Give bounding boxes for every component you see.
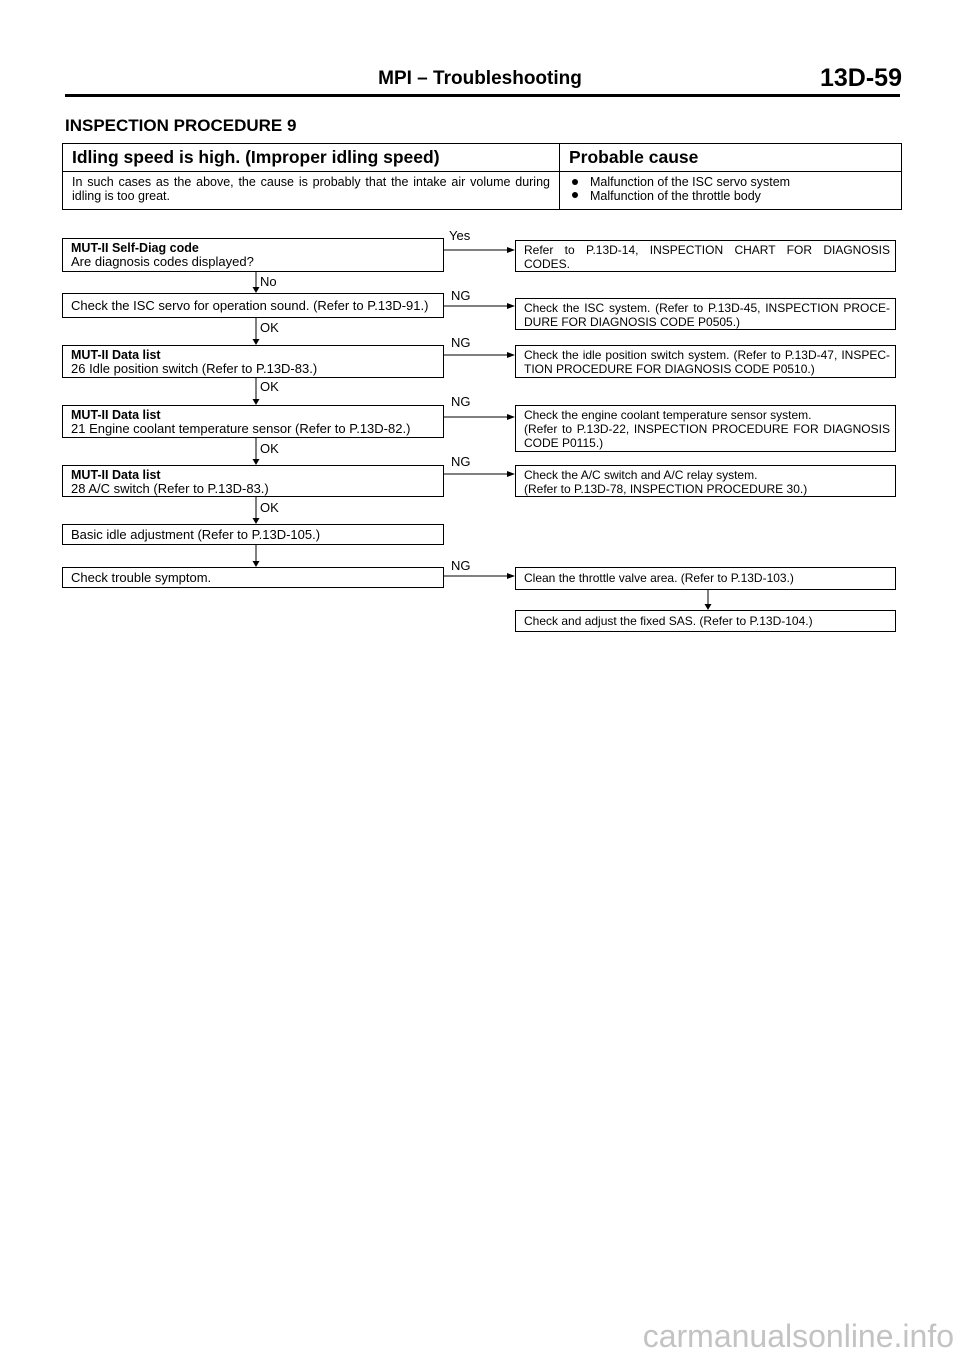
symptom-cause-table [62, 143, 902, 210]
symptom-heading: Idling speed is high. (Improper idling speed) [63, 144, 560, 172]
check-text: Check the ISC servo for operation sound. (Refer to P.13D-91.) [71, 298, 429, 313]
action-box-adjust-fixed-sas [515, 610, 896, 632]
action-line: Refer to P.13D-14, INSPECTION CHART FOR DIAGNOSIS [524, 243, 890, 257]
flow-label-ok: OK [260, 441, 279, 456]
cause-item [572, 176, 892, 190]
description-line: In such cases as the above, the cause is probably that the intake air volume during [72, 175, 550, 189]
flow-label-no: No [260, 274, 277, 289]
branch-label-ng: NG [451, 454, 471, 469]
action-box-idle-position-switch [515, 345, 896, 378]
check-text: Are diagnosis codes displayed? [71, 254, 254, 269]
arrowhead-right-icon [507, 414, 515, 420]
action-box-coolant-sensor [515, 405, 896, 452]
cause-text: Malfunction of the throttle body [590, 188, 761, 203]
branch-label-yes: Yes [449, 228, 471, 243]
check-text: Basic idle adjustment (Refer to P.13D-105.) [71, 527, 321, 542]
check-box-ac-switch [62, 465, 444, 497]
symptom-description [63, 172, 560, 209]
action-line: (Refer to P.13D-22, INSPECTION PROCEDURE FOR DIAGNOSIS [524, 422, 890, 436]
action-line: Check the ISC system. (Refer to P.13D-45, INSPECTION PROCE- [524, 301, 890, 315]
check-text: Check trouble symptom. [71, 570, 212, 585]
bullet-icon [572, 192, 578, 198]
check-box-self-diag [62, 238, 444, 272]
action-line: CODES. [524, 257, 571, 271]
action-line: Check the A/C switch and A/C relay system. [524, 468, 758, 482]
check-title: MUT-II Data list [71, 468, 161, 482]
check-text: 21 Engine coolant temperature sensor (Refer to P.13D-82.) [71, 421, 411, 436]
action-line: (Refer to P.13D-78, INSPECTION PROCEDURE 30.) [524, 482, 808, 496]
branch-label-ng: NG [451, 558, 471, 573]
check-text: 26 Idle position switch (Refer to P.13D-83.) [71, 361, 318, 376]
cause-text: Malfunction of the ISC servo system [590, 175, 791, 189]
bullet-icon [572, 179, 578, 185]
action-box-diagnosis-chart [515, 240, 896, 272]
check-box-trouble-symptom [62, 567, 444, 588]
action-line: Check and adjust the fixed SAS. (Refer to P.13D-104.) [524, 614, 813, 628]
arrowhead-right-icon [507, 573, 515, 579]
action-box-ac-switch [515, 465, 896, 497]
flow-label-ok: OK [260, 320, 279, 335]
action-line: Check the idle position switch system. (Refer to P.13D-47, INSPEC- [524, 348, 890, 362]
action-line: Clean the throttle valve area. (Refer to P.13D-103.) [524, 571, 794, 585]
procedure-title: INSPECTION PROCEDURE 9 [65, 116, 297, 135]
description-line: idling is too great. [72, 188, 170, 203]
check-box-basic-idle-adjustment [62, 524, 444, 545]
arrowhead-right-icon [507, 352, 515, 358]
watermark: carmanualsonline.info [642, 1318, 954, 1354]
arrowhead-right-icon [507, 303, 515, 309]
check-box-coolant-sensor [62, 405, 444, 438]
action-line: DURE FOR DIAGNOSIS CODE P0505.) [524, 315, 741, 329]
arrowhead-right-icon [507, 471, 515, 477]
check-title: MUT-II Data list [71, 348, 161, 362]
branch-label-ng: NG [451, 288, 471, 303]
check-text: 28 A/C switch (Refer to P.13D-83.) [71, 481, 269, 496]
probable-cause-list [560, 172, 901, 209]
page-number: 13D-59 [820, 64, 902, 92]
arrowhead-right-icon [507, 247, 515, 253]
flow-label-ok: OK [260, 379, 279, 394]
cause-item [572, 190, 892, 204]
check-title: MUT-II Data list [71, 408, 161, 422]
check-box-isc-servo [62, 293, 444, 318]
probable-cause-heading: Probable cause [560, 144, 901, 172]
action-box-clean-throttle [515, 567, 896, 590]
header-rule [65, 94, 900, 97]
action-line: Check the engine coolant temperature sensor system. [524, 408, 812, 422]
check-title: MUT-II Self-Diag code [71, 241, 199, 255]
section-title: MPI – Troubleshooting [378, 68, 582, 89]
branch-label-ng: NG [451, 335, 471, 350]
action-box-isc-system [515, 298, 896, 330]
branch-label-ng: NG [451, 394, 471, 409]
action-line: CODE P0115.) [524, 436, 604, 450]
flow-label-ok: OK [260, 500, 279, 515]
action-line: TION PROCEDURE FOR DIAGNOSIS CODE P0510.) [524, 362, 815, 376]
check-box-idle-position-switch [62, 345, 444, 378]
